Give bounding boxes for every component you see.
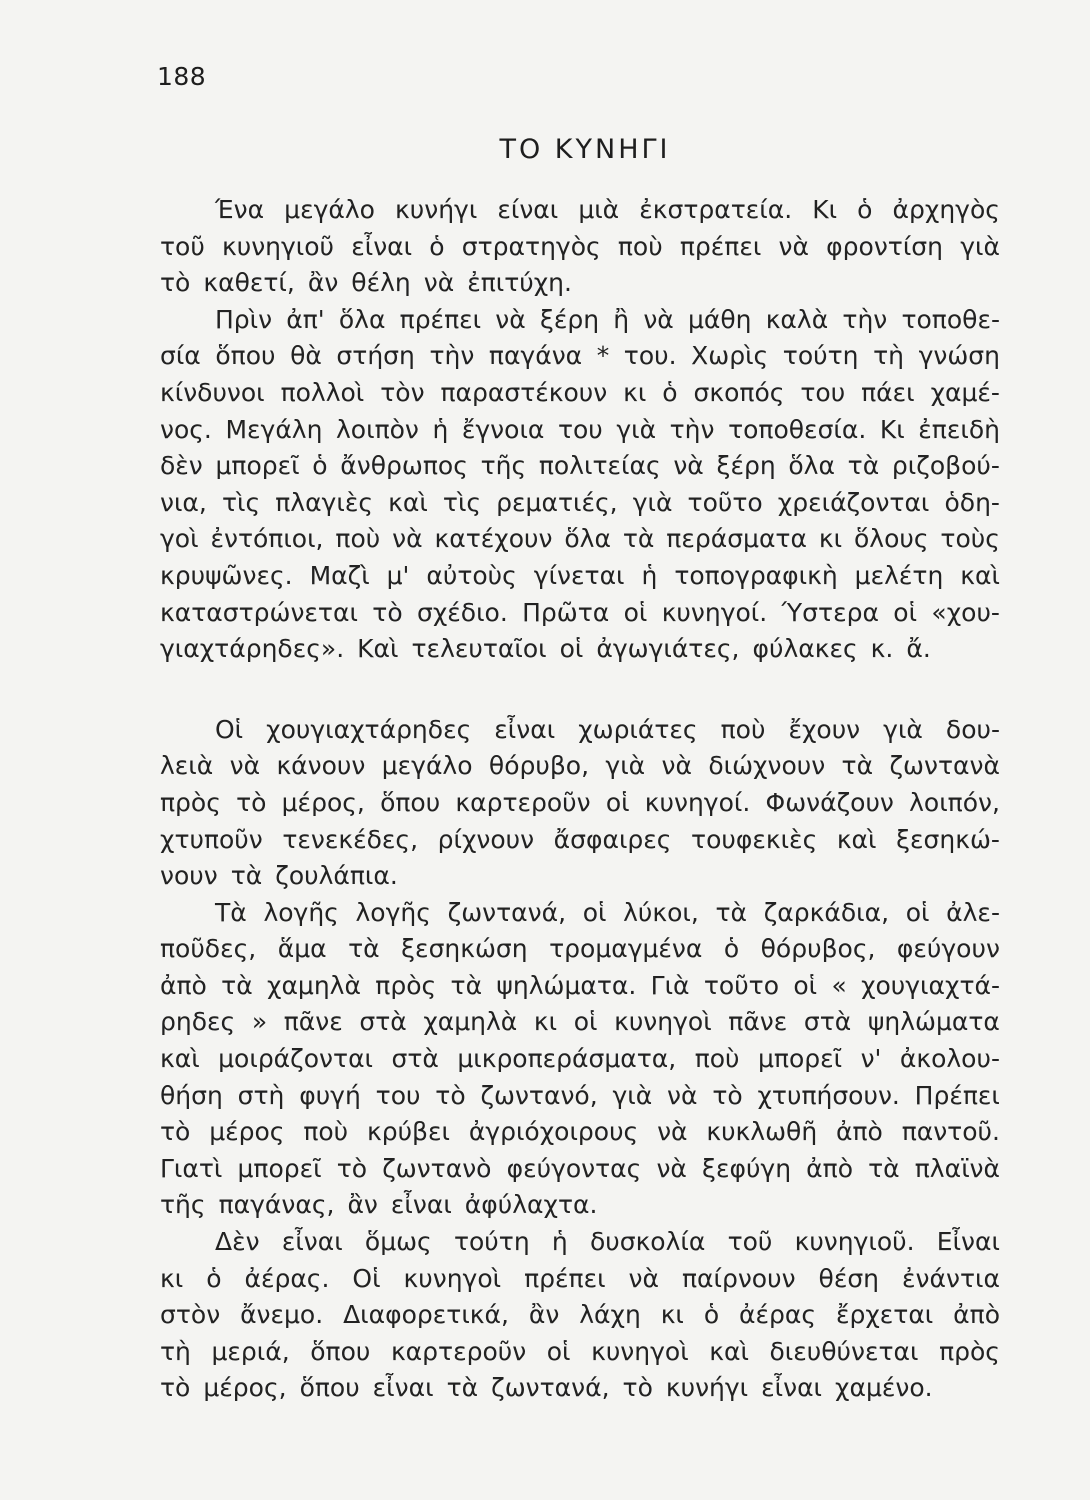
text-line: κίνδυνοι πολλοὶ τὸν παραστέκουν κι ὁ σκοπός του πάει χαμέ- (160, 377, 1000, 407)
body-text (160, 192, 1000, 1407)
text-line: Δὲν εἶναι ὅμως τούτη ἡ δυσκολία τοῦ κυνηγιοῦ. Εἶναι (215, 1227, 1000, 1257)
text-line: νια, τὶς πλαγιὲς καὶ τὶς ρεματιές, γιὰ τοῦτο χρειάζονται ὁδη- (160, 487, 1000, 517)
text-line: τοῦ κυνηγιοῦ εἶναι ὁ στρατηγὸς ποὺ πρέπει νὰ φροντίση γιὰ (160, 231, 1000, 261)
text-line: καὶ μοιράζονται στὰ μικροπεράσματα, ποὺ μπορεῖ ν' ἀκολου- (160, 1044, 1000, 1074)
paragraph-gap (160, 668, 1000, 712)
text-line: κι ὁ ἀέρας. Οἱ κυνηγοὶ πρέπει νὰ παίρνουν θέση ἐνάντια (160, 1263, 1000, 1293)
text-line: καταστρώνεται τὸ σχέδιο. Πρῶτα οἱ κυνηγοί. Ύστερα οἱ «χου- (160, 597, 1000, 627)
text-line: ρηδες » πᾶνε στὰ χαμηλὰ κι οἱ κυνηγοὶ πᾶνε στὰ ψηλώματα (160, 1007, 1000, 1037)
text-line: ποῦδες, ἅμα τὰ ξεσηκώση τρομαγμένα ὁ θόρυβος, φεύγουν (160, 934, 1000, 964)
text-line: γοὶ ἐντόπιοι, ποὺ νὰ κατέχουν ὅλα τὰ περάσματα κι ὅλους τοὺς (160, 524, 1000, 554)
text-line: Ένα μεγάλο κυνήγι είναι μιὰ ἐκστρατεία. Κι ὁ ἀρχηγὸς (215, 195, 1000, 224)
text-line: τὸ καθετί, ἂν θέλη νὰ ἐπιτύχη. (160, 268, 572, 298)
text-line: γιαχτάρηδες». Καὶ τελευταῖοι οἱ ἀγωγιάτες, φύλακες κ. ἄ. (160, 634, 931, 664)
text-line: δὲν μπορεῖ ὁ ἄνθρωπος τῆς πολιτείας νὰ ξέρη ὅλα τὰ ριζοβού- (160, 451, 1000, 481)
text-line: κρυψῶνες. Μαζὶ μ' αὐτοὺς γίνεται ἡ τοπογραφικὴ μελέτη καὶ (160, 560, 1000, 590)
text-line: Οἱ χουγιαχτάρηδες εἶναι χωριάτες ποὺ ἔχουν γιὰ δου- (215, 714, 1000, 744)
paragraph (160, 895, 1000, 1224)
chapter-title: ΤΟ ΚΥΝΗΓΙ (499, 134, 671, 165)
paragraph (160, 712, 1000, 895)
paragraph (160, 302, 1000, 668)
paragraph (160, 192, 1000, 302)
text-line: στὸν ἄνεμο. Διαφορετικά, ἂν λάχη κι ὁ ἀέρας ἔρχεται ἀπὸ (160, 1300, 1000, 1330)
page-number: 188 (157, 62, 207, 91)
text-line: τῆς παγάνας, ἂν εἶναι ἀφύλαχτα. (160, 1190, 598, 1220)
text-line: Τὰ λογῆς λογῆς ζωντανά, οἱ λύκοι, τὰ ζαρκάδια, οἱ ἀλε- (215, 897, 1000, 927)
text-line: νος. Μεγάλη λοιπὸν ἡ ἔγνοια του γιὰ τὴν τοποθεσία. Κι ἐπειδὴ (160, 414, 1000, 444)
text-line: τὴ μεριά, ὅπου καρτεροῦν οἱ κυνηγοὶ καὶ διευθύνεται πρὸς (160, 1336, 1000, 1366)
text-line: ἀπὸ τὰ χαμηλὰ πρὸς τὰ ψηλώματα. Γιὰ τοῦτο οἱ « χουγιαχτά- (160, 970, 1000, 1000)
text-line: Γιατὶ μπορεῖ τὸ ζωντανὸ φεύγοντας νὰ ξεφύγη ἀπὸ τὰ πλαϊνὰ (160, 1153, 1000, 1183)
text-line: θήση στὴ φυγή του τὸ ζωντανό, γιὰ νὰ τὸ χτυπήσουν. Πρέπει (160, 1080, 1000, 1110)
text-line: σία ὅπου θὰ στήση τὴν παγάνα * του. Χωρὶς τούτη τὴ γνώση (160, 341, 1000, 371)
text-line: τὸ μέρος ποὺ κρύβει ἀγριόχοιρους νὰ κυκλωθῆ ἀπὸ παντοῦ. (160, 1117, 1000, 1147)
text-line: νουν τὰ ζουλάπια. (160, 861, 398, 891)
text-line: πρὸς τὸ μέρος, ὅπου καρτεροῦν οἱ κυνηγοί. Φωνάζουν λοιπόν, (160, 787, 1000, 817)
text-line: λειὰ νὰ κάνουν μεγάλο θόρυβο, γιὰ νὰ διώχνουν τὰ ζωντανὰ (160, 751, 1000, 781)
text-line: τὸ μέρος, ὅπου εἶναι τὰ ζωντανά, τὸ κυνήγι εἶναι χαμένο. (160, 1373, 933, 1403)
text-line: χτυποῦν τενεκέδες, ρίχνουν ἄσφαιρες τουφεκιὲς καὶ ξεσηκώ- (160, 824, 1000, 854)
paragraph (160, 1224, 1000, 1407)
text-line: Πρὶν ἀπ' ὅλα πρέπει νὰ ξέρη ἢ νὰ μάθη καλὰ τὴν τοποθε- (215, 304, 1000, 334)
